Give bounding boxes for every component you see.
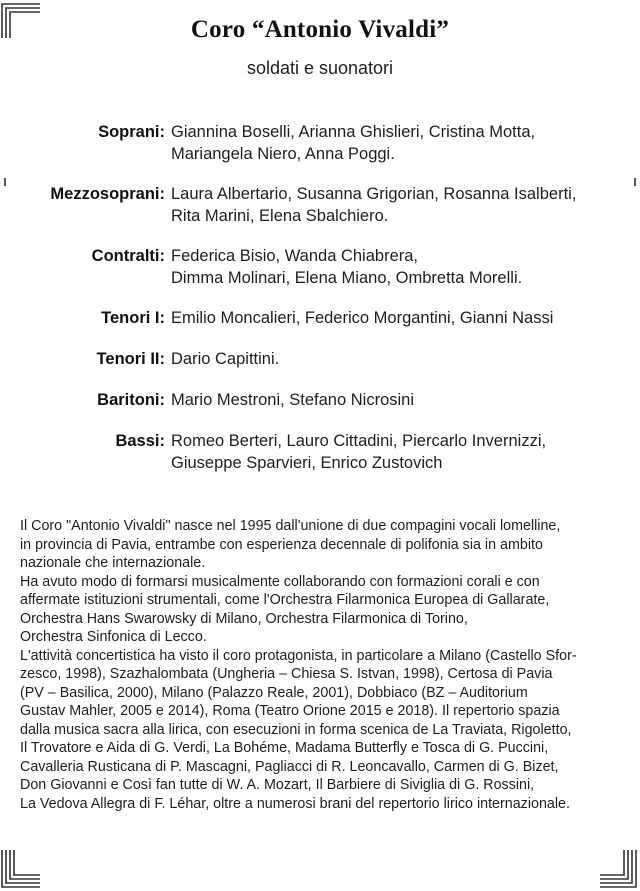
section-contralti bbox=[0, 245, 640, 307]
section-tenori-1 bbox=[0, 307, 640, 348]
section-names bbox=[171, 348, 621, 370]
paragraph-line: zesco, 1998), Szazhalombata (Ungheria – Chiesa S. Istvan, 1998), Certosa di Pavia bbox=[20, 666, 553, 682]
paragraph-line: Il Coro "Antonio Vivaldi" nasce nel 1995 dall'unione di due compagini vocali lomelline, bbox=[20, 518, 561, 534]
paragraph-line: in provincia di Pavia, entrambe con esperienza decennale di polifonia sia in ambito bbox=[20, 536, 543, 553]
paragraph-line: L'attività concertistica ha visto il coro protagonista, in particolare a Milano (Castello Sfor- bbox=[20, 647, 577, 664]
section-label: Soprani: bbox=[98, 123, 165, 141]
section-label: Mezzosoprani: bbox=[50, 185, 165, 203]
section-names bbox=[171, 183, 621, 227]
paragraph-line: Ha avuto modo di formarsi musicalmente collaborando con formazioni corali e con bbox=[20, 573, 540, 590]
section-label: Tenori II: bbox=[96, 350, 165, 368]
corner-ornament-bottom-left-icon bbox=[0, 848, 44, 891]
section-names bbox=[171, 389, 621, 411]
section-names bbox=[171, 307, 621, 329]
paragraph-line: Cavalleria Rusticana di P. Mascagni, Pagliacci di R. Leoncavallo, Carmen di G. Bizet, bbox=[20, 758, 559, 775]
names-line: Emilio Moncalieri, Federico Morgantini, Gianni Nassi bbox=[171, 309, 554, 327]
names-line: Romeo Berteri, Lauro Cittadini, Piercarlo Invernizzi, bbox=[171, 432, 547, 450]
section-baritoni bbox=[0, 389, 640, 430]
voice-sections bbox=[0, 121, 640, 492]
page-title: Coro “Antonio Vivaldi” bbox=[190, 16, 450, 43]
section-names bbox=[171, 245, 621, 289]
paragraph-line: dalla musica sacra alla lirica, con esecuzioni in forma scenica de La Traviata, Rigoletto, bbox=[20, 721, 572, 738]
section-names bbox=[171, 430, 621, 474]
names-line: Federica Bisio, Wanda Chiabrera, bbox=[171, 247, 419, 265]
page-subtitle: soldati e suonatori bbox=[246, 58, 394, 78]
corner-ornament-bottom-right-icon bbox=[600, 848, 640, 891]
section-label: Baritoni: bbox=[97, 391, 165, 409]
section-mezzosoprani bbox=[0, 183, 640, 245]
names-line: Rita Marini, Elena Sbalchiero. bbox=[171, 207, 389, 225]
paragraph-line: nazionale che internazionale. bbox=[20, 555, 206, 571]
paragraph-line: La Vedova Allegra di F. Léhar, oltre a numerosi brani del repertorio lirico internazionale. bbox=[20, 795, 570, 812]
paragraph-line: affermate istituzioni strumentali, come l'Orchestra Filarmonica Europea di Gallarate, bbox=[20, 592, 550, 608]
paragraph-line: (PV – Basilica, 2000), Milano (Palazzo Reale, 2001), Dobbiaco (BZ – Auditorium bbox=[20, 684, 528, 701]
paragraph-line: Gustav Mahler, 2005 e 2014), Roma (Teatro Orione 2015 e 2018). Il repertorio spazia bbox=[20, 703, 560, 719]
section-bassi bbox=[0, 430, 640, 492]
names-line: Dimma Molinari, Elena Miano, Ombretta Morelli. bbox=[171, 269, 523, 287]
names-line: Mariangela Niero, Anna Poggi. bbox=[171, 145, 395, 163]
choir-description bbox=[20, 517, 632, 813]
paragraph-line: Don Giovanni e Così fan tutte di W. A. Mozart, Il Barbiere di Siviglia di G. Rossini, bbox=[20, 777, 535, 793]
names-line: Laura Albertario, Susanna Grigorian, Rosanna Isalberti, bbox=[171, 185, 577, 203]
paragraph-line: Il Trovatore e Aida di G. Verdi, La Bohéme, Madama Butterfly e Tosca di G. Puccini, bbox=[20, 740, 549, 756]
names-line: Dario Capittini. bbox=[171, 350, 280, 368]
paragraph-line: Orchestra Hans Swarowsky di Milano, Orchestra Filarmonica di Torino, bbox=[20, 610, 468, 627]
paragraph-line: Orchestra Sinfonica di Lecco. bbox=[20, 629, 207, 645]
names-line: Giuseppe Sparvieri, Enrico Zustovich bbox=[171, 454, 443, 472]
names-line: Giannina Boselli, Arianna Ghislieri, Cristina Motta, bbox=[171, 123, 536, 141]
section-tenori-2 bbox=[0, 348, 640, 389]
section-label: Tenori I: bbox=[101, 309, 165, 327]
section-soprani bbox=[0, 121, 640, 183]
section-label: Contralti: bbox=[91, 247, 165, 265]
names-line: Mario Mestroni, Stefano Nicrosini bbox=[171, 391, 415, 409]
section-names bbox=[171, 121, 621, 165]
section-label: Bassi: bbox=[115, 432, 165, 450]
